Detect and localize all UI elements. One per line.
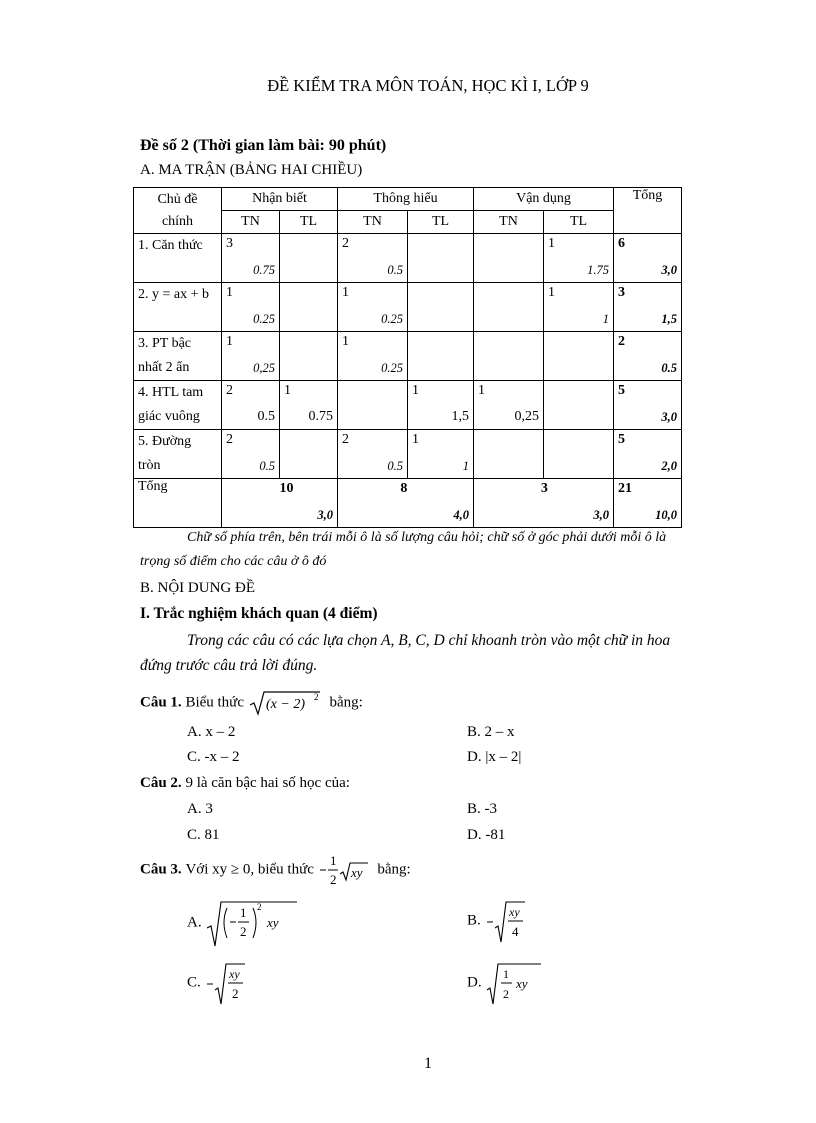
svg-text:2: 2 [231,986,239,1001]
table-row [134,381,682,430]
matrix-cell [474,283,544,332]
matrix-cell [474,430,544,479]
svg-text:xy: xy [228,967,240,981]
header-apply: Vận dụng [474,188,614,211]
header-topic: Chủ đề chính [134,188,222,234]
matrix-cell: 1 0.75 [280,381,338,430]
matrix-cell [280,283,338,332]
svg-text:xy: xy [350,865,363,880]
matrix-table [133,187,682,528]
page-title: ĐỀ KIỂM TRA MÔN TOÁN, HỌC KÌ I, LỚP 9 [267,76,589,95]
matrix-cell [338,381,408,430]
q2-option-c[interactable]: C. 81 [187,827,220,843]
matrix-cell: 2 0.5 [338,234,408,283]
q1-option-c[interactable]: C. -x – 2 [187,749,240,765]
svg-text:xy: xy [267,915,279,930]
q3-a-expression [205,898,301,948]
sum-total: 21 10,0 [614,479,682,528]
row-total: 5 2,0 [614,430,682,479]
header-tn: TN [222,211,280,234]
svg-text:2: 2 [240,924,247,939]
sum-understand: 8 4,0 [338,479,474,528]
matrix-cell: 1 0.25 [338,283,408,332]
q2-option-b[interactable]: B. -3 [467,801,497,817]
table-row [134,283,682,332]
row-total: 2 0.5 [614,332,682,381]
svg-text:1: 1 [329,853,337,868]
section-a-heading: A. MA TRẬN (BẢNG HAI CHIỀU) [140,162,363,178]
row-topic: 2. y = ax + b [134,283,222,332]
q1-option-b[interactable]: B. 2 – x [467,724,515,740]
q3-c-expression [205,960,269,1006]
matrix-cell [544,332,614,381]
q1-option-a[interactable]: A. x – 2 [187,724,236,740]
row-topic: 1. Căn thức [134,234,222,283]
svg-text:xy: xy [516,976,528,991]
header-understand: Thông hiểu [338,188,474,211]
row-topic: 4. HTL tam giác vuông [134,381,222,430]
matrix-cell: 1 1 [544,283,614,332]
note-line-2: trọng số điểm cho các câu ở ô đó [140,554,327,569]
instruction-line-2: đứng trước câu trả lời đúng. [140,657,318,674]
svg-text:2: 2 [503,987,510,1001]
q1-option-d[interactable]: D. |x – 2| [467,749,522,765]
q3-option-c[interactable]: C. xy 2 [187,960,269,1006]
q3-b-expression [485,898,549,944]
sqrt-symbol [248,690,326,716]
exam-number: Đề số 2 (Thời gian làm bài: 90 phút) [140,137,387,154]
header-tn: TN [338,211,408,234]
matrix-cell: 2 0.5 [222,381,280,430]
matrix-cell [474,332,544,381]
row-total: 6 3,0 [614,234,682,283]
table-row [134,234,682,283]
svg-text:4: 4 [511,924,519,939]
q3-option-b[interactable]: B. xy 4 [467,898,549,944]
section-b-heading: B. NỘI DUNG ĐỀ [140,580,255,596]
q2-option-a[interactable]: A. 3 [187,801,213,817]
svg-text:1: 1 [503,967,510,981]
matrix-cell [474,234,544,283]
matrix-cell [544,430,614,479]
matrix-cell: 1 0,25 [222,332,280,381]
matrix-cell: 3 0.75 [222,234,280,283]
page-number: 1 [424,1055,432,1072]
question-3: Câu 3. Với xy ≥ 0, biểu thức 1 2 xy bằng: [140,853,411,887]
matrix-cell: 2 0.5 [338,430,408,479]
header-recognize: Nhận biết [222,188,338,211]
matrix-cell: 1 1,5 [408,381,474,430]
matrix-cell [280,332,338,381]
part1-title: I. Trắc nghiệm khách quan (4 điểm) [140,605,378,622]
table-row [134,332,682,381]
matrix-cell [280,234,338,283]
svg-text:xy: xy [508,905,520,919]
matrix-cell [408,234,474,283]
matrix-cell [544,381,614,430]
q3-d-expression [485,960,549,1006]
matrix-cell [408,283,474,332]
question-2: Câu 2. 9 là căn bậc hai số học của: [140,775,350,791]
q3-option-a[interactable]: A. 1 2 2 xy [187,898,301,948]
row-topic: 3. PT bậc nhất 2 ẩn [134,332,222,381]
sum-recognize: 10 3,0 [222,479,338,528]
matrix-cell: 1 0.25 [222,283,280,332]
header-tl: TL [280,211,338,234]
table-row [134,430,682,479]
row-topic: 5. Đường tròn [134,430,222,479]
exponent: 2 [313,692,319,702]
matrix-cell: 1 0.25 [338,332,408,381]
matrix-cell [280,430,338,479]
matrix-cell: 1 1.75 [544,234,614,283]
q2-option-d[interactable]: D. -81 [467,827,506,843]
svg-text:1: 1 [240,905,247,920]
header-tl: TL [408,211,474,234]
row-total: 3 1,5 [614,283,682,332]
instruction-line-1: Trong các câu có các lựa chọn A, B, C, D chỉ khoanh tròn vào một chữ in hoa [187,632,671,649]
header-tn: TN [474,211,544,234]
header-tl: TL [544,211,614,234]
matrix-cell: 1 0,25 [474,381,544,430]
sum-label: Tổng [134,479,222,528]
radicand: (x − 2) [265,697,305,712]
svg-text:2: 2 [257,902,262,912]
matrix-cell: 1 1 [408,430,474,479]
header-total: Tổng [614,188,682,234]
sum-apply: 3 3,0 [474,479,614,528]
question-1: Câu 1. Biểu thức (x − 2) 2 bằng: [140,690,363,716]
matrix-cell: 2 0.5 [222,430,280,479]
q3-option-d[interactable]: D. 1 2 xy [467,960,549,1006]
matrix-cell [408,332,474,381]
row-total: 5 3,0 [614,381,682,430]
svg-text:2: 2 [329,872,337,887]
note-line-1: Chữ số phía trên, bên trái mỗi ô là số lượng câu hỏi; chữ số ở góc phải dưới mỗi ô là [187,530,667,545]
q3-expression [318,852,374,888]
